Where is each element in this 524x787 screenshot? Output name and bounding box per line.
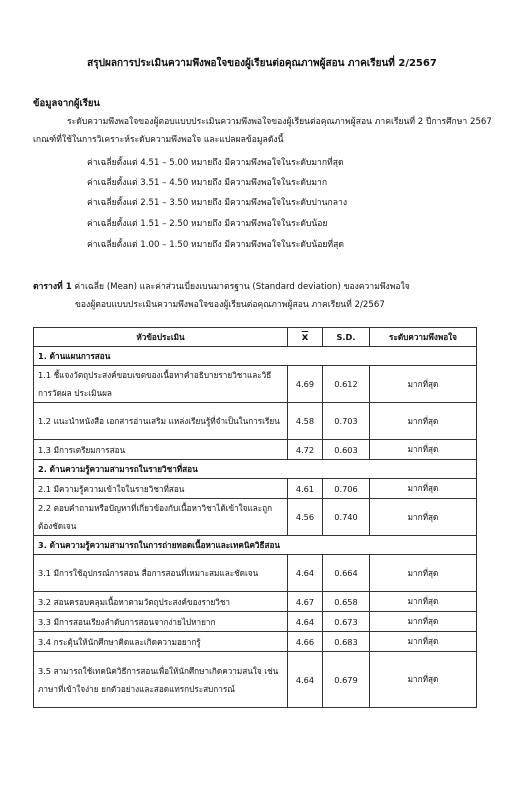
item-cell: 3.1 มีการใช้อุปกรณ์การสอน สื่อการสอนที่เหมาะสมและชัดเจน [34, 555, 288, 592]
table-caption-label: ตารางที่ 1 [33, 282, 72, 292]
level-cell: มากที่สุด [370, 555, 477, 592]
header-mean [288, 328, 323, 347]
item-cell: 2.2 ตอบคำถามหรือปัญหาที่เกี่ยวข้องกับเนื้อหาวิชาได้เข้าใจและถูกต้องชัดเจน [34, 499, 288, 536]
criteria-line: ค่าเฉลี่ยตั้งแต่ 3.51 – 4.50 หมายถึง มีความพึงพอใจในระดับมาก [87, 178, 328, 188]
sd-cell: 0.603 [323, 440, 370, 460]
section-heading: ข้อมูลจากผู้เรียน [33, 98, 100, 109]
level-cell: มากที่สุด [370, 440, 477, 460]
sd-cell: 0.679 [323, 652, 370, 708]
mean-cell: 4.56 [288, 499, 323, 536]
table-row [34, 499, 477, 536]
level-cell: มากที่สุด [370, 403, 477, 440]
intro-paragraph: ระดับความพึงพอใจของผู้ตอบแบบประเมินความพึงพอใจของผู้เรียนต่อคุณภาพผู้สอน ภาคเรียนที่ 2 ปีการศึกษา 2567 เกณฑ์ที่ใช้ในการวิเคราะห์ระดับความพึงพอใจ และแปลผลข้อมูลดังนี้ [33, 117, 492, 145]
table-row [34, 592, 477, 612]
section-row [34, 347, 477, 366]
table-caption [33, 279, 493, 296]
mean-symbol: $\overline{x}$ [301, 331, 309, 343]
criteria-line: ค่าเฉลี่ยตั้งแต่ 1.00 – 1.50 หมายถึง มีความพึงพอใจในระดับน้อยที่สุด [87, 240, 344, 250]
header-sd: S.D. [323, 328, 370, 347]
header-item: หัวข้อประเมิน [34, 328, 288, 347]
sd-cell: 0.658 [323, 592, 370, 612]
section-title: 1. ด้านแผนการสอน [34, 347, 477, 366]
level-cell: มากที่สุด [370, 652, 477, 708]
item-cell: 3.5 สามารถใช้เทคนิควิธีการสอนเพื่อให้นักศึกษาเกิดความสนใจ เช่นภาษาที่เข้าใจง่าย ยกตัวอย่างและสอดแทรกประสบการณ์ [34, 652, 288, 708]
table-row [34, 366, 477, 403]
item-cell: 1.3 มีการเตรียมการสอน [34, 440, 288, 460]
table-header-row [34, 328, 477, 347]
results-table [33, 327, 477, 708]
level-cell: มากที่สุด [370, 592, 477, 612]
table-row [34, 632, 477, 652]
mean-cell: 4.67 [288, 592, 323, 612]
table-row [34, 555, 477, 592]
mean-cell: 4.69 [288, 366, 323, 403]
table-caption-line2: ของผู้ตอบแบบประเมินความพึงพอใจของผู้เรียนต่อคุณภาพผู้สอน ภาคเรียนที่ 2/2567 [75, 300, 385, 310]
table-row [34, 612, 477, 632]
mean-cell: 4.64 [288, 612, 323, 632]
mean-cell: 4.66 [288, 632, 323, 652]
table-row [34, 440, 477, 460]
sd-cell: 0.664 [323, 555, 370, 592]
level-cell: มากที่สุด [370, 479, 477, 499]
document-title: สรุปผลการประเมินความพึงพอใจของผู้เรียนต่อคุณภาพผู้สอน ภาคเรียนที่ 2/2567 [87, 58, 437, 69]
mean-cell: 4.64 [288, 652, 323, 708]
section-title: 2. ด้านความรู้ความสามารถในรายวิชาที่สอน [34, 460, 477, 479]
table-row [34, 403, 477, 440]
criteria-line: ค่าเฉลี่ยตั้งแต่ 1.51 – 2.50 หมายถึง มีความพึงพอใจในระดับน้อย [87, 219, 328, 229]
table-caption-line1: ค่าเฉลี่ย (Mean) และค่าส่วนเบี่ยงเบนมาตรฐาน (Standard deviation) ของความพึงพอใจ [71, 282, 410, 292]
header-level: ระดับความพึงพอใจ [370, 328, 477, 347]
mean-cell: 4.72 [288, 440, 323, 460]
item-cell: 1.1 ชี้แจงวัตถุประสงค์ขอบเขตของเนื้อหาคำอธิบายรายวิชาและวิธีการวัดผล ประเมินผล [34, 366, 288, 403]
section-title: 3. ด้านความรู้ความสามารถในการถ่ายทอดเนื้อหาและเทคนิควิธีสอน [34, 536, 477, 555]
mean-cell: 4.58 [288, 403, 323, 440]
section-row [34, 460, 477, 479]
sd-cell: 0.612 [323, 366, 370, 403]
level-cell: มากที่สุด [370, 612, 477, 632]
table-row [34, 479, 477, 499]
level-cell: มากที่สุด [370, 499, 477, 536]
level-cell: มากที่สุด [370, 366, 477, 403]
section-row [34, 536, 477, 555]
item-cell: 3.2 สอนครอบคลุมเนื้อหาตามวัตถุประสงค์ของรายวิชา [34, 592, 288, 612]
sd-cell: 0.703 [323, 403, 370, 440]
mean-cell: 4.61 [288, 479, 323, 499]
sd-cell: 0.673 [323, 612, 370, 632]
item-cell: 3.4 กระตุ้นให้นักศึกษาคิดและเกิดความอยากรู้ [34, 632, 288, 652]
item-cell: 2.1 มีความรู้ความเข้าใจในรายวิชาที่สอน [34, 479, 288, 499]
sd-cell: 0.706 [323, 479, 370, 499]
item-cell: 1.2 แนะนำหนังสือ เอกสารอ่านเสริม แหล่งเรียนรู้ที่จำเป็นในการเรียน [34, 403, 288, 440]
criteria-line: ค่าเฉลี่ยตั้งแต่ 4.51 – 5.00 หมายถึง มีความพึงพอใจในระดับมากที่สุด [87, 158, 344, 168]
table-row [34, 652, 477, 708]
criteria-line: ค่าเฉลี่ยตั้งแต่ 2.51 – 3.50 หมายถึง มีความพึงพอใจในระดับปานกลาง [87, 198, 348, 208]
sd-cell: 0.683 [323, 632, 370, 652]
item-cell: 3.3 มีการสอนเรียงลำดับการสอนจากง่ายไปหายาก [34, 612, 288, 632]
sd-cell: 0.740 [323, 499, 370, 536]
mean-cell: 4.64 [288, 555, 323, 592]
level-cell: มากที่สุด [370, 632, 477, 652]
